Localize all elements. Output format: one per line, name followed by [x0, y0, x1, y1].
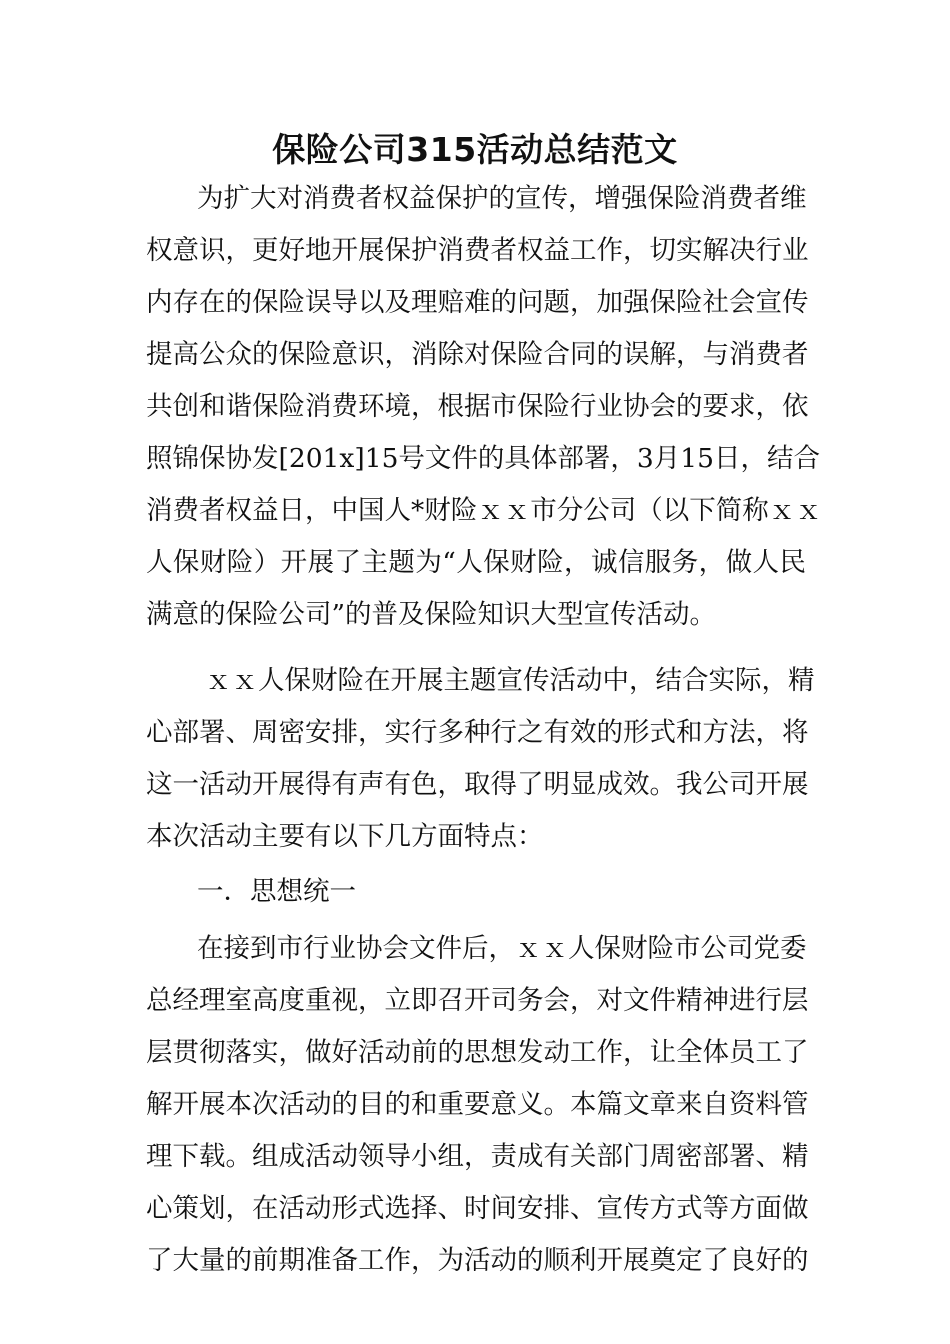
paragraph-line: 人保财险）开展了主题为“人保财险，诚信服务，做人民 — [146, 547, 806, 578]
paragraph-line: 心部署、周密安排，实行多种行之有效的形式和方法，将 — [146, 717, 809, 748]
paragraph-line: ｘｘ人保财险在开展主题宣传活动中，结合实际，精 — [205, 665, 815, 696]
document-title: 保险公司315活动总结范文 — [272, 130, 678, 169]
paragraph-line: 层贯彻落实，做好活动前的思想发动工作，让全体员工了 — [146, 1037, 809, 1068]
paragraph-line: 照锦保协发[201x]15号文件的具体部署，3月15日，结合 — [146, 443, 821, 474]
paragraph-line: 理下载。组成活动领导小组，责成有关部门周密部署、精 — [146, 1141, 809, 1172]
paragraph-line: 这一活动开展得有声有色，取得了明显成效。我公司开展 — [146, 769, 809, 800]
paragraph-line: 消费者权益日，中国人*财险ｘｘ市分公司（以下简称ｘｘ — [146, 495, 822, 526]
paragraph-line: 解开展本次活动的目的和重要意义。本篇文章来自资料管 — [146, 1089, 809, 1120]
paragraph-line: 总经理室高度重视，立即召开司务会，对文件精神进行层 — [146, 985, 809, 1016]
paragraph-line: 内存在的保险误导以及理赔难的问题，加强保险社会宣传 — [146, 287, 809, 318]
paragraph-line: 共创和谐保险消费环境，根据市保险行业协会的要求，依 — [146, 391, 809, 422]
paragraph-line: 了大量的前期准备工作，为活动的顺利开展奠定了良好的 — [146, 1245, 809, 1276]
paragraph-line: 本次活动主要有以下几方面特点： — [146, 821, 544, 852]
paragraph-line: 提高公众的保险意识，消除对保险合同的误解，与消费者 — [146, 339, 809, 370]
section-heading: 一．思想统一 — [197, 876, 356, 907]
paragraph-line: 为扩大对消费者权益保护的宣传，增强保险消费者维 — [197, 183, 807, 214]
paragraph-line: 权意识，更好地开展保护消费者权益工作，切实解决行业 — [146, 235, 809, 266]
paragraph-line: 在接到市行业协会文件后，ｘｘ人保财险市公司党委 — [197, 933, 807, 964]
paragraph-line: 满意的保险公司”的普及保险知识大型宣传活动。 — [146, 599, 717, 630]
paragraph-line: 心策划，在活动形式选择、时间安排、宣传方式等方面做 — [146, 1193, 809, 1224]
